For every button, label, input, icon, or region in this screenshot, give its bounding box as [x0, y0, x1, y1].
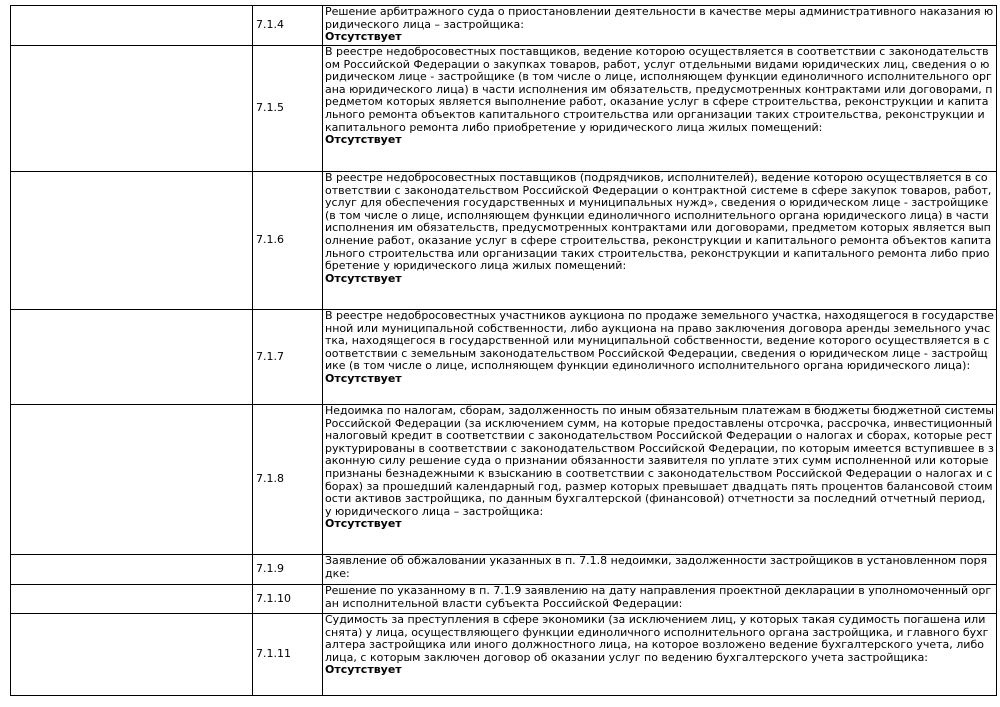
- item-status: Отсутствует: [325, 371, 402, 385]
- empty-left-cell: [11, 6, 253, 46]
- item-number: 7.1.4: [253, 6, 323, 46]
- item-number: 7.1.11: [253, 614, 323, 696]
- item-text: Решение арбитражного суда о приостановлении деятельности в качестве меры административного наказания юридического лица – застройщика:: [325, 5, 994, 31]
- item-text: Недоимка по налогам, сборам, задолженность по иным обязательным платежам в бюджеты бюджетной системы Российской Федерации (за исключением сумм, на которые предоставлены отсрочка, рассрочка, инвестиционный налоговый кредит в соответствии с законодательством Российской Федерации о налогах и сборах, которые реструктурированы в соответствии с законодательством Российской Федерации, по которым имеется вступившее в законную силу решение суда о признании обязанности заявителя по уплате этих сумм исполненной или которые признаны безнадежными к взысканию в соответствии с законодательством Российской Федерации о налогах и сборах) за прошедший календарный год, размер которых превышает двадцать пять процентов балансовой стоимости активов застройщика, по данным бухгалтерской (финансовой) отчетности за последний отчетный период, у юридического лица – застройщика:: [325, 404, 994, 518]
- item-text-cell: [323, 310, 997, 405]
- item-text: Заявление об обжаловании указанных в п. 7.1.8 недоимки, задолженности застройщиков в установленном порядке:: [325, 554, 988, 580]
- table-row: [11, 310, 997, 405]
- item-number: 7.1.9: [253, 555, 323, 585]
- item-text-cell: [323, 614, 997, 696]
- item-number: 7.1.8: [253, 405, 323, 555]
- item-text-cell: [323, 405, 997, 555]
- table-row: [11, 614, 997, 696]
- item-text: Судимость за преступления в сфере экономики (за исключением лиц, у которых такая судимость погашена или снята) у лица, осуществляющего функции единоличного исполнительного органа застройщика, и главного бухгалтера застройщика или иного должностного лица, на которое возложено ведение бухгалтерского учета, либо лица, с которым заключен договор об оказании услуг по ведению бухгалтерского учета застройщика:: [325, 613, 989, 664]
- item-text-cell: [323, 555, 997, 585]
- empty-left-cell: [11, 585, 253, 614]
- item-text: В реестре недобросовестных поставщиков, ведение которою осуществляется в соответствии с законодательством Российской Федерации о закупках товаров, работ, услуг отдельными видами юридических лиц, сведения о юридическом лице - застройщике (в том числе о лице, исполняющем функции единоличного исполнительного органа юридического лица) в части исполнения им обязательств, предусмотренных контрактами или договорами, предметом которых является выполнение работ, оказание услуг в сфере строительства, реконструкции и капитального ремонта объектов капитального строительства или организации таких строительства, реконструкции и капитального ремонта либо приобретение у юридического лица жилых помещений:: [325, 45, 993, 134]
- table-row: [11, 6, 997, 46]
- table-row: [11, 46, 997, 172]
- item-status: Отсутствует: [325, 30, 402, 44]
- item-text: Решение по указанному в п. 7.1.9 заявлению на дату направления проектной декларации в уполномоченный орган исполнительной власти субъекта Российской Федерации:: [325, 584, 992, 610]
- item-status: Отсутствует: [325, 133, 402, 147]
- item-number: 7.1.7: [253, 310, 323, 405]
- item-number: 7.1.6: [253, 172, 323, 310]
- empty-left-cell: [11, 614, 253, 696]
- item-text: В реестре недобросовестных поставщиков (подрядчиков, исполнителей), ведение которою осуществляется в соответствии с законодательством Российской Федерации о контрактной системе в сфере закупок товаров, работ, услуг для обеспечения государственных и муниципальных нужд», сведения о юридическом лице - застройщике (в том числе о лице, исполняющем функции единоличного исполнительного органа юридического лица) в части исполнения им обязательств, предусмотренных контрактами или договорами, предметом которых является выполнение работ, оказание услуг в сфере строительства, реконструкции и капитального ремонта объектов капитального строительства или организации таких строительства, реконструкции и капитального ремонта либо приобретение у юридического лица жилых помещений:: [325, 171, 992, 273]
- item-text: В реестре недобросовестных участников аукциона по продаже земельного участка, находящегося в государственной или муниципальной собственности, либо аукциона на право заключения договора аренды земельного участка, находящегося в государственной или муниципальной собственности, ведение которого осуществляется в соответствии с земельным законодательством Российской Федерации, сведения о юридическом лице - застройщике (в том числе о лице, исполняющем функции единоличного исполнительного органа юридического лица):: [325, 309, 994, 373]
- item-status: Отсутствует: [325, 663, 402, 677]
- empty-left-cell: [11, 310, 253, 405]
- item-text-cell: [323, 46, 997, 172]
- empty-left-cell: [11, 46, 253, 172]
- item-text-cell: [323, 172, 997, 310]
- item-text-cell: [323, 585, 997, 614]
- declaration-table: [10, 5, 997, 696]
- item-number: 7.1.10: [253, 585, 323, 614]
- empty-left-cell: [11, 172, 253, 310]
- table-row: [11, 585, 997, 614]
- item-text-cell: [323, 6, 997, 46]
- table-row: [11, 405, 997, 555]
- table-row: [11, 555, 997, 585]
- table-row: [11, 172, 997, 310]
- empty-left-cell: [11, 555, 253, 585]
- item-number: 7.1.5: [253, 46, 323, 172]
- empty-left-cell: [11, 405, 253, 555]
- item-status: Отсутствует: [325, 517, 402, 531]
- item-status: Отсутствует: [325, 271, 402, 285]
